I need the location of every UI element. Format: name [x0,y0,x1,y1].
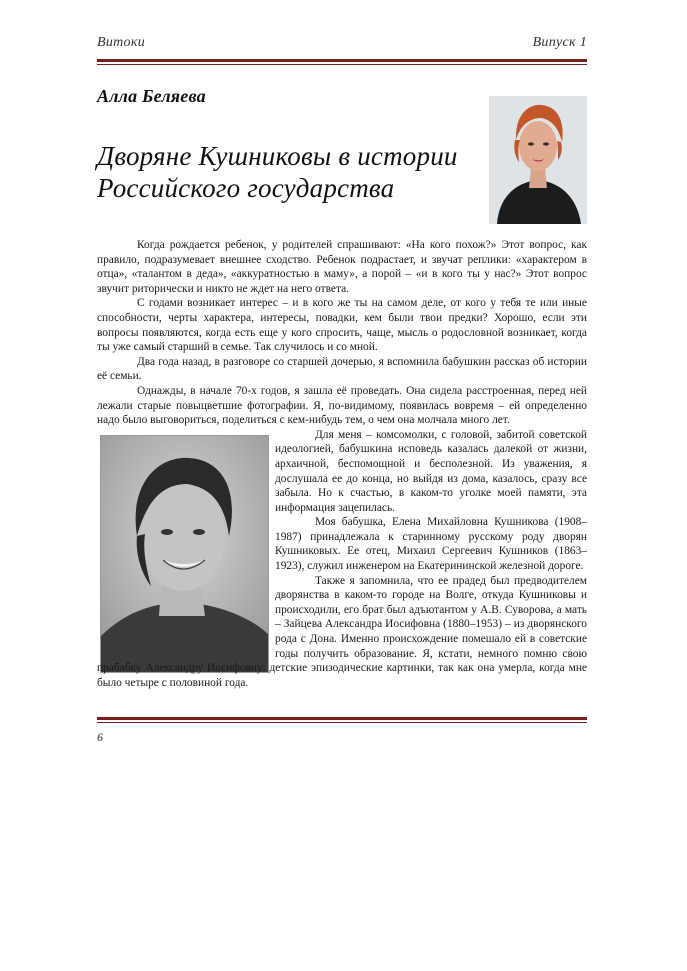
paragraph-3: Два года назад, в разговоре со старшей дочерью, я вспомнила бабушкин рассказ об истории её семьи. [97,355,587,383]
article-author: Алла Беляева [97,86,206,106]
footer-divider [97,717,587,723]
article-body [97,238,587,690]
header-divider [97,59,587,65]
header-journal-title: Витоки [97,35,146,50]
author-portrait-photo [489,96,587,224]
paragraph-2: С годами возникает интерес – и в кого же ты на самом деле, от кого у тебя те или иные способности, черты характера, интересы, повадки, кем были твои предки? Хорошо, если эти вопросы появляются, когда есть еще у кого спросить, чаще, мысль о родословной возникает, когда ты уже самый старший в семье. Так случилось и со мной. [97,297,587,354]
paragraph-4: Однажды, в начале 70-х годов, я зашла её проведать. Она сидела расстроенная, перед ней лежали старые повыцветшие фотографии. Я, по-видимому, появилась вовремя – ей определенно надо было выговориться, поделиться с кем-нибудь тем, о чем она молчала много лет. [97,384,587,427]
page-number: 6 [97,730,103,744]
photo-float-space [97,428,275,660]
header-issue-number: Випуск 1 [532,35,587,50]
paragraph-7: Также я запомнила, что ее прадед был предводителем дворянства в каком-то городе на Волге, откуда Кушниковы и происходили, его брат был адъютантом у А.В. Суворова, а мать – Зайцева Александра Иосифовна (1880–1953) – из дворянского рода с Дона. Именно происхождение помешало ей в советские годы получить образование. Я, кстати, немного помню свою прабабку Александру Иосифовну: детские эпизодические картинки, так как она умерла, когда мне было четыре с половиной года. [97,574,587,689]
running-header [97,33,587,55]
paragraph-1: Когда рождается ребенок, у родителей спрашивают: «На кого похож?» Этот вопрос, как правило, подразумевает внешнее сходство. Ребенок подрастает, и звучат реплики: «характером в отца», «талантом в деда», «аккуратностью в маму», а порой – «и в кого ты у нас?» Этот вопрос звучит риторически и никто не ждет на него ответа. [97,239,587,295]
paragraph-5: Для меня – комсомолки, с головой, забитой советской идеологией, бабушкина исповедь казалась далекой от жизни, архаичной, беспомощной и бесполезной. Из уважения, я дослушала ее до конца, но выйдя из дома, казалось, сразу все забыла. Но к счастью, в каком-то уголке моей памяти, эта информация зацепилась. [275,428,587,514]
paragraph-6: Моя бабушка, Елена Михайловна Кушникова (1908–1987) принадлежала к старинному русскому роду дворян Кушниковых. Ее отец, Михаил Сергеевич Кушников (1863–1923), служил инженером на Екатерининской железной дороге. [275,516,587,573]
article-title: Дворяне Кушниковы в истории Российского государства [97,141,458,203]
